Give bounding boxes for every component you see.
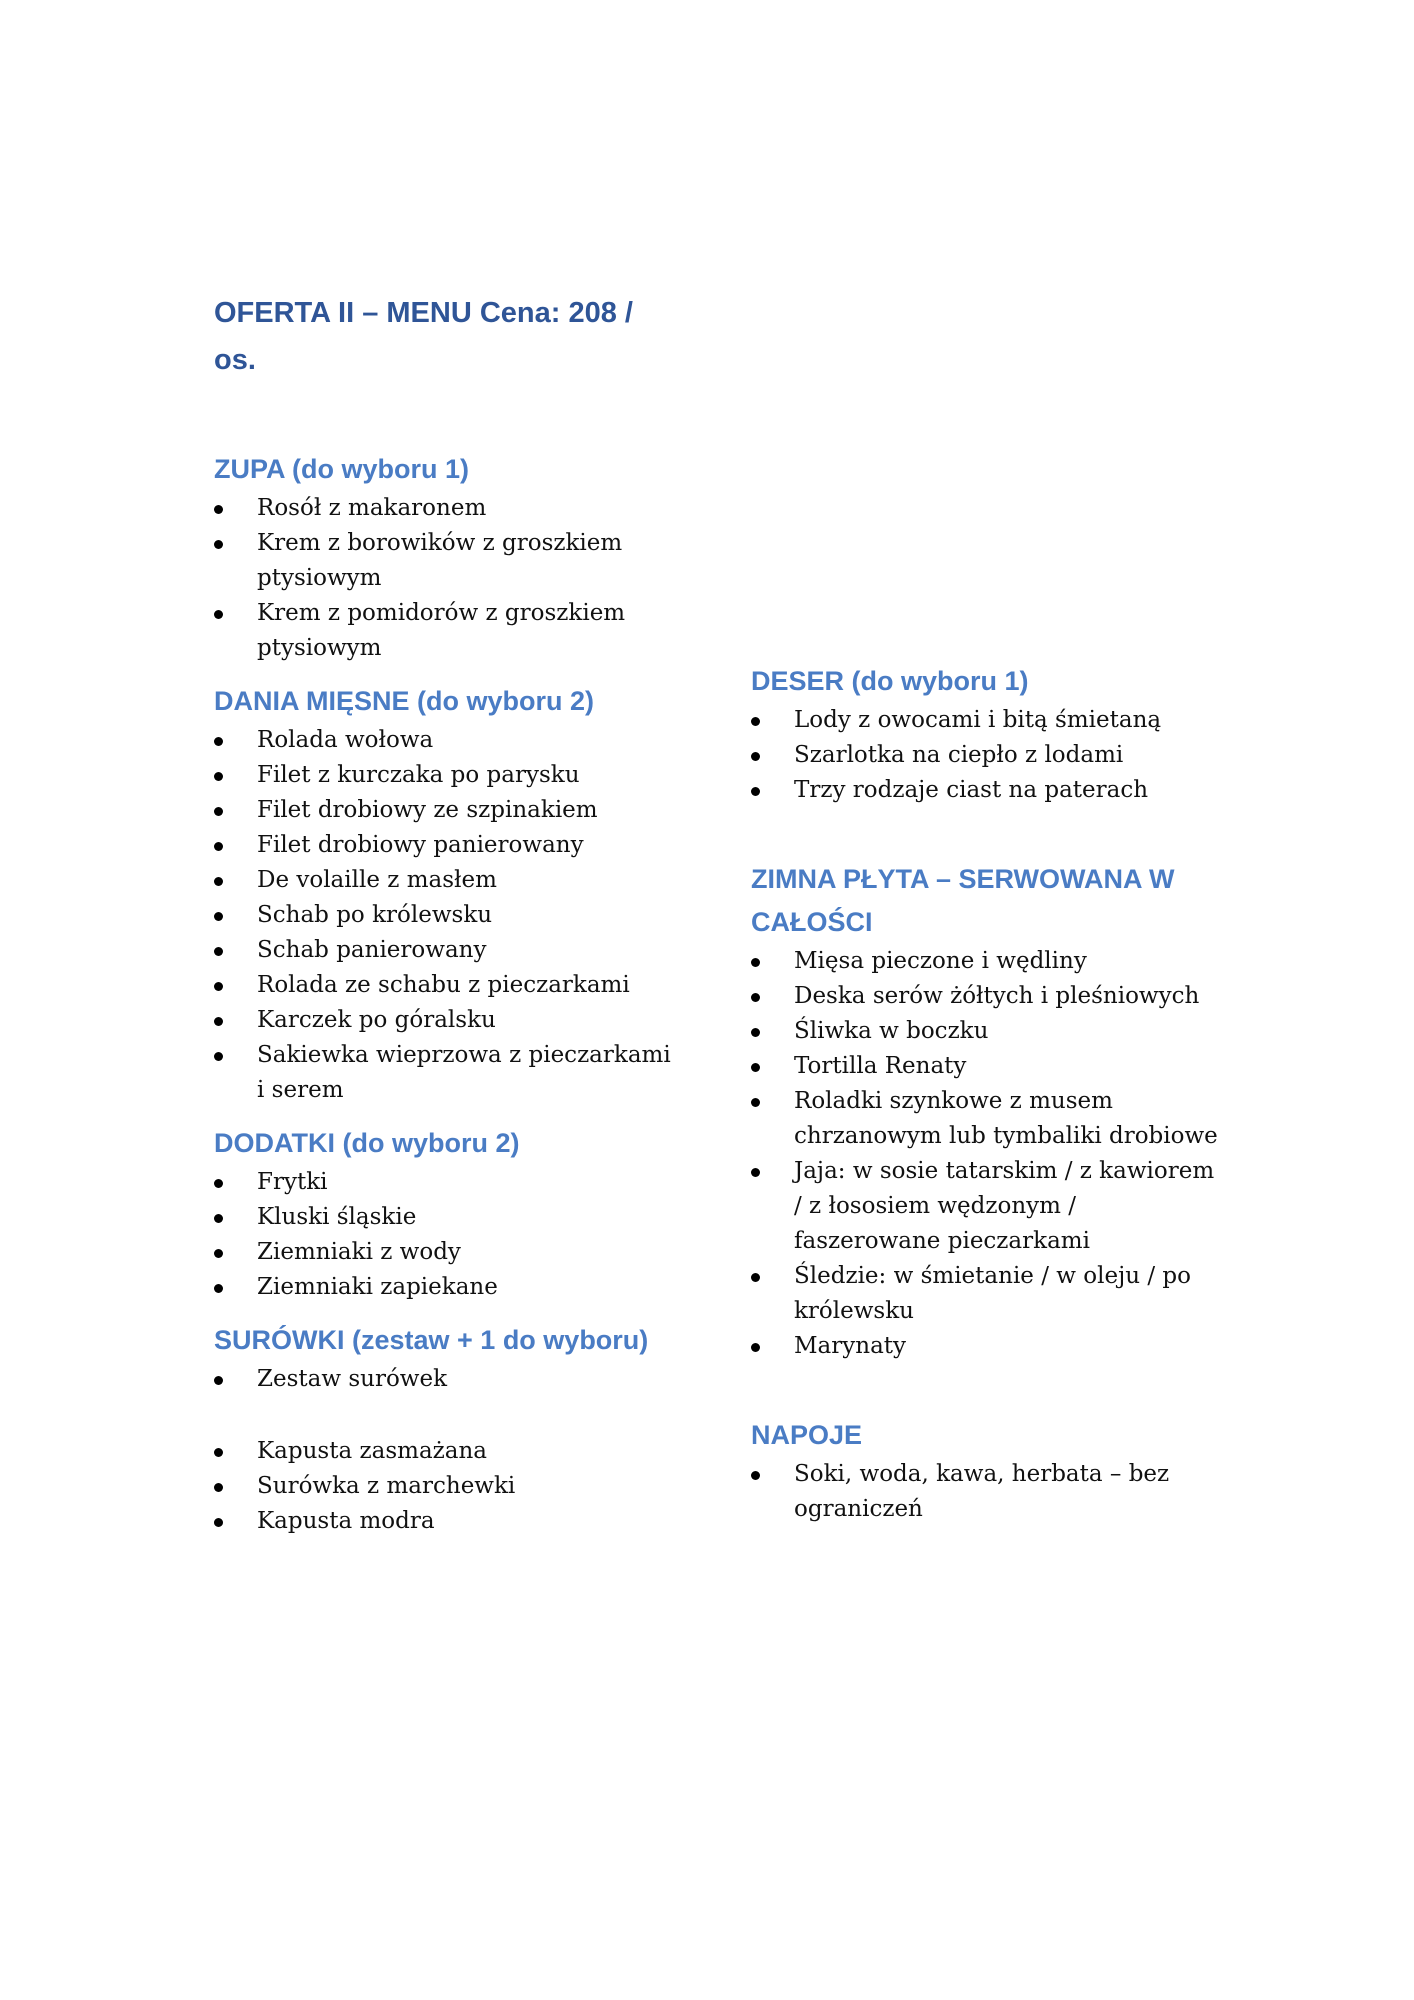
bullet-icon — [214, 1249, 223, 1258]
bullet-icon — [751, 993, 760, 1002]
list-item — [751, 773, 1221, 808]
list-item — [214, 758, 684, 793]
bullet-icon — [751, 1098, 760, 1107]
bullet-icon — [751, 787, 760, 796]
list-item — [214, 1504, 684, 1539]
item-text: Filet z kurczaka po parysku — [257, 762, 580, 788]
list-item — [214, 1200, 684, 1235]
item-text: Frytki — [257, 1169, 328, 1195]
item-text: Schab panierowany — [257, 937, 487, 963]
section-heading: DANIA MIĘSNE (do wyboru 2) — [214, 686, 595, 716]
list-item — [214, 1003, 684, 1038]
bullet-icon — [751, 717, 760, 726]
section-zimna-plyta — [751, 858, 1221, 1364]
list-item — [751, 1457, 1221, 1527]
list-item — [214, 933, 684, 968]
bullet-icon — [751, 1343, 760, 1352]
bullet-icon — [214, 947, 223, 956]
bullet-icon — [214, 982, 223, 991]
list-item — [214, 968, 684, 1003]
list-item — [214, 491, 684, 526]
item-text: Kapusta modra — [257, 1508, 435, 1534]
bullet-icon — [214, 1017, 223, 1026]
item-text: Sakiewka wieprzowa z pieczarkami i serem — [257, 1042, 671, 1103]
item-list — [214, 723, 684, 1108]
bullet-icon — [751, 1273, 760, 1282]
list-item — [751, 944, 1221, 979]
section-heading: ZIMNA PŁYTA – SERWOWANA W CAŁOŚCI — [751, 864, 1175, 937]
item-text: Szarlotka na ciepło z lodami — [794, 742, 1124, 768]
item-text: Deska serów żółtych i pleśniowych — [794, 983, 1200, 1009]
item-text: Ziemniaki zapiekane — [257, 1274, 498, 1300]
right-column — [751, 660, 1221, 1527]
bullet-icon — [751, 752, 760, 761]
bullet-icon — [214, 1179, 223, 1188]
item-text: Śledzie: w śmietanie / w oleju / po królewsku — [794, 1263, 1191, 1324]
item-text: De volaille z masłem — [257, 867, 497, 893]
item-text: Rolada wołowa — [257, 727, 434, 753]
item-text: Karczek po góralsku — [257, 1007, 496, 1033]
list-item — [751, 1014, 1221, 1049]
bullet-icon — [214, 1284, 223, 1293]
item-text: Krem z pomidorów z groszkiem ptysiowym — [257, 600, 626, 661]
list-item — [751, 738, 1221, 773]
item-text: Rosół z makaronem — [257, 495, 487, 521]
item-text: Jaja: w sosie tatarskim / z kawiorem / z łososiem wędzonym / faszerowane pieczarkami — [794, 1158, 1215, 1254]
list-item — [751, 1329, 1221, 1364]
item-list — [214, 1362, 684, 1539]
list-item — [751, 1049, 1221, 1084]
bullet-icon — [214, 1052, 223, 1061]
bullet-icon — [214, 772, 223, 781]
list-item — [751, 1084, 1221, 1154]
list-item — [214, 1235, 684, 1270]
item-text: Kapusta zasmażana — [257, 1438, 488, 1464]
list-item — [751, 979, 1221, 1014]
bullet-icon — [214, 737, 223, 746]
item-list — [214, 1165, 684, 1305]
left-column — [214, 448, 684, 1539]
list-item — [214, 1362, 684, 1397]
bullet-icon — [751, 1063, 760, 1072]
item-list — [214, 491, 684, 666]
list-item — [214, 1434, 684, 1469]
bullet-icon — [751, 1168, 760, 1177]
item-list — [751, 1457, 1221, 1527]
bullet-icon — [214, 807, 223, 816]
item-text: Roladki szynkowe z musem chrzanowym lub tymbaliki drobiowe — [794, 1088, 1218, 1149]
bullet-icon — [751, 958, 760, 967]
item-text: Śliwka w boczku — [794, 1018, 989, 1044]
item-text: Ziemniaki z wody — [257, 1239, 461, 1265]
page-title: OFERTA II – MENU Cena: 208 / os. — [214, 297, 633, 376]
section-zupa — [214, 448, 684, 666]
item-text: Lody z owocami i bitą śmietaną — [794, 707, 1162, 733]
list-item — [214, 526, 684, 596]
list-item — [214, 1469, 684, 1504]
bullet-icon — [214, 1483, 223, 1492]
list-item — [751, 1154, 1221, 1259]
section-deser — [751, 660, 1221, 808]
item-text: Schab po królewsku — [257, 902, 493, 928]
item-text: Zestaw surówek — [257, 1366, 448, 1392]
item-text: Soki, woda, kawa, herbata – bez ograniczeń — [794, 1461, 1170, 1522]
bullet-icon — [214, 842, 223, 851]
section-napoje — [751, 1414, 1221, 1527]
section-heading: DODATKI (do wyboru 2) — [214, 1128, 520, 1158]
item-text: Tortilla Renaty — [794, 1053, 967, 1079]
section-dodatki — [214, 1122, 684, 1305]
section-surowki — [214, 1319, 684, 1539]
list-item — [214, 723, 684, 758]
bullet-icon — [214, 1448, 223, 1457]
bullet-icon — [751, 1471, 760, 1480]
bullet-icon — [214, 877, 223, 886]
bullet-icon — [214, 505, 223, 514]
item-text: Mięsa pieczone i wędliny — [794, 948, 1087, 974]
section-heading: NAPOJE — [751, 1420, 863, 1450]
bullet-icon — [214, 1518, 223, 1527]
list-item — [751, 1259, 1221, 1329]
list-item — [214, 596, 684, 666]
list-item — [214, 828, 684, 863]
item-list — [751, 944, 1221, 1364]
section-dania-miesne — [214, 680, 684, 1108]
bullet-icon — [214, 1376, 223, 1385]
item-text: Rolada ze schabu z pieczarkami — [257, 972, 630, 998]
item-text: Marynaty — [794, 1333, 907, 1359]
bullet-icon — [214, 610, 223, 619]
item-text: Filet drobiowy ze szpinakiem — [257, 797, 598, 823]
list-item — [214, 1270, 684, 1305]
section-heading: SURÓWKI (zestaw + 1 do wyboru) — [214, 1325, 649, 1355]
list-item — [214, 898, 684, 933]
item-text: Surówka z marchewki — [257, 1473, 516, 1499]
item-list — [751, 703, 1221, 808]
bullet-icon — [214, 540, 223, 549]
item-text: Kluski śląskie — [257, 1204, 417, 1230]
item-text: Trzy rodzaje ciast na paterach — [794, 777, 1149, 803]
list-item — [214, 863, 684, 898]
section-heading: DESER (do wyboru 1) — [751, 666, 1029, 696]
item-text: Filet drobiowy panierowany — [257, 832, 584, 858]
bullet-icon — [214, 912, 223, 921]
list-item — [214, 793, 684, 828]
bullet-icon — [214, 1214, 223, 1223]
bullet-icon — [751, 1028, 760, 1037]
list-item — [751, 703, 1221, 738]
list-item — [214, 1038, 684, 1108]
section-heading: ZUPA (do wyboru 1) — [214, 454, 469, 484]
list-item — [214, 1165, 684, 1200]
item-text: Krem z borowików z groszkiem ptysiowym — [257, 530, 623, 591]
